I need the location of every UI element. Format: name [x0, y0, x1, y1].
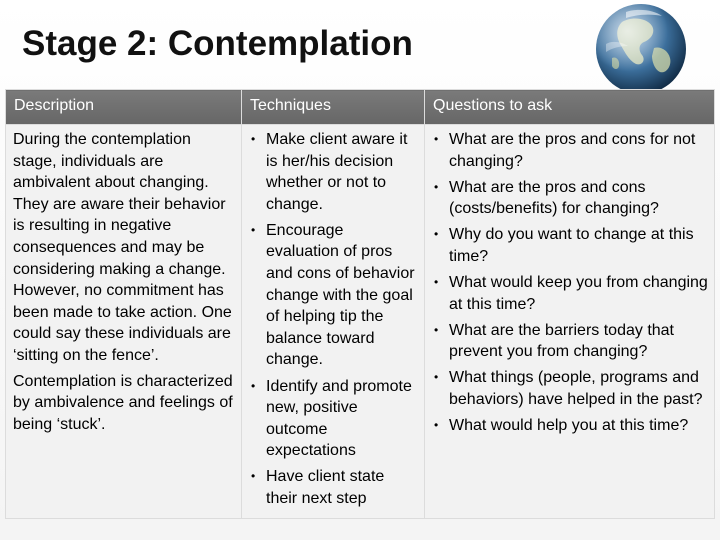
list-item [249, 376, 418, 462]
technique-text: Make client aware it is her/his decision whether or not to change. [266, 131, 408, 213]
header-description: Description [6, 90, 242, 125]
bullet-icon: • [434, 370, 439, 385]
question-text: Why do you want to change at this time? [449, 226, 694, 265]
description-paragraph: Contemplation is characterized by ambivalence and feelings of being ‘stuck’. [13, 372, 233, 433]
list-item [432, 415, 708, 437]
table-row [6, 125, 715, 519]
list-item [432, 272, 708, 315]
list-item [432, 129, 708, 172]
bullet-icon: • [434, 275, 439, 290]
questions-cell [425, 125, 715, 519]
techniques-list [249, 129, 418, 510]
bullet-icon: • [251, 132, 256, 146]
bullet-icon: • [251, 378, 256, 393]
question-text: What are the barriers today that prevent you from changing? [449, 321, 674, 361]
list-item [432, 177, 708, 220]
list-item [432, 367, 708, 410]
bullet-icon: • [251, 222, 256, 237]
stage-table [5, 89, 715, 519]
question-text: What are the pros and cons for not changing? [449, 131, 696, 170]
bullet-icon: • [434, 179, 439, 194]
description-cell [6, 125, 242, 519]
header-techniques: Techniques [242, 90, 425, 125]
description-paragraph: During the contemplation stage, individuals are ambivalent about changing. They are aware their behavior is resulting in negative consequences and may be considering making a change. However, no commitment has been made to take action. One could say these individuals are ‘sitting on the fence’. [13, 131, 232, 364]
header-questions: Questions to ask [425, 90, 715, 125]
question-text: What would help you at this time? [449, 417, 689, 435]
techniques-cell [242, 125, 425, 519]
list-item [249, 129, 418, 215]
list-item [432, 224, 708, 267]
bullet-icon: • [434, 227, 439, 242]
list-item [249, 220, 418, 371]
bullet-icon: • [434, 418, 439, 433]
list-item [249, 466, 418, 509]
question-text: What things (people, programs and behaviors) have helped in the past? [449, 369, 703, 409]
globe-icon [592, 0, 690, 98]
technique-text: Have client state their next step [266, 468, 385, 507]
bullet-icon: • [434, 132, 439, 146]
bullet-icon: • [251, 469, 256, 484]
bullet-icon: • [434, 322, 439, 337]
technique-text: Encourage evaluation of pros and cons of behavior change with the goal of helping tip the balance toward change. [266, 221, 415, 369]
list-item [432, 320, 708, 363]
table-header-row [6, 90, 715, 125]
questions-list [432, 129, 708, 437]
question-text: What are the pros and cons (costs/benefits) for changing? [449, 178, 659, 218]
technique-text: Identify and promote new, positive outcome expectations [266, 377, 412, 460]
slide-title: Stage 2: Contemplation [22, 24, 413, 63]
question-text: What would keep you from changing at this time? [449, 274, 708, 313]
